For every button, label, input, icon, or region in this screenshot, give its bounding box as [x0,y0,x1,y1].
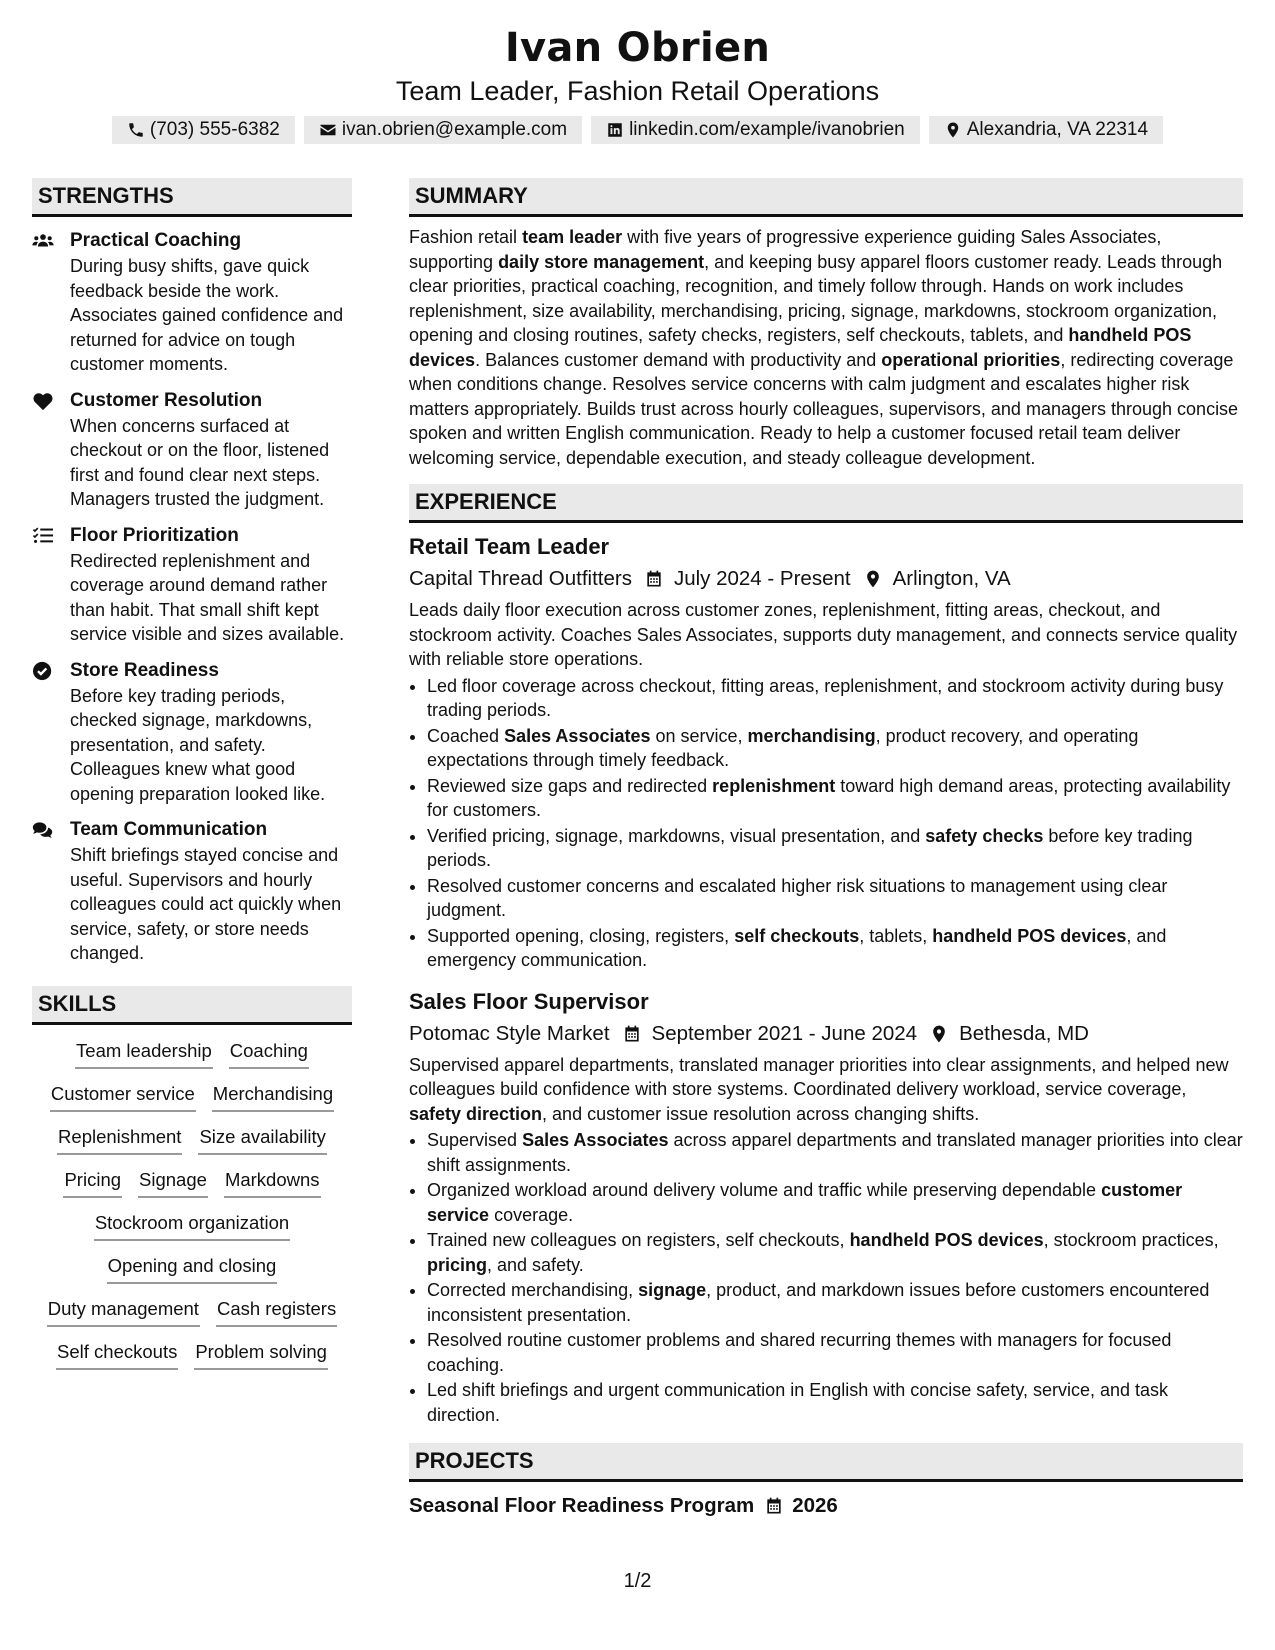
job-bullet: • Led shift briefings and urgent communication in English with concise safety, service, and task direction. [427,1378,1243,1427]
job-bullet: • Resolved routine customer problems and shared recurring themes with managers for focused coaching. [427,1328,1243,1377]
skill-row [32,1211,352,1241]
job-bullet: • Led floor coverage across checkout, fitting areas, replenishment, and stockroom activity during busy trading periods. [427,674,1243,723]
contact-linkedin[interactable] [591,116,920,144]
summary-text: Fashion retail team leader with five years of progressive experience guiding Sales Associates, supporting daily store management, and keeping busy apparel floors customer ready. Leads through clear priorities, practical coaching, recognition, and timely follow through. Hands on work includes replenishment, size availability, merchandising, pricing, signage, markdowns, stockroom organization, opening and closing routines, safety checks, registers, self checkouts, tablets, and handheld POS devices. Balances customer demand with productivity and operational priorities, redirecting coverage when conditions change. Resolves service concerns with calm judgment and escalates higher risk matters appropriately. Builds trust across hourly colleagues, supervisors, and managers through concise spoken and written English communication. Ready to help a customer focused retail team deliver welcoming service, dependable execution, and steady colleague development. [409,227,1239,468]
job-location: Arlington, VA [892,567,1011,590]
strength-title: Practical Coaching [70,230,242,251]
envelope-icon [319,121,337,139]
strength-item [32,818,352,966]
job-bullet: • Organized workload around delivery volume and traffic while preserving dependable customer service coverage. [427,1178,1243,1227]
skill-tag: Signage [138,1168,208,1198]
contact-phone[interactable] [112,116,295,144]
strength-text: Before key trading periods, checked signage, markdowns, presentation, and safety. Colleagues knew what good opening preparation looked like. [70,685,326,804]
job-meta [409,564,1243,594]
skill-row [32,1340,352,1370]
strength-title: Floor Prioritization [70,524,239,546]
summary-heading: SUMMARY [409,178,1243,217]
project-entry [409,1491,1243,1521]
experience-heading: EXPERIENCE [409,484,1243,523]
job-bullet: • Reviewed size gaps and redirected replenishment toward high demand areas, protecting availability for customers. [427,774,1243,823]
map-pin-icon [851,569,893,589]
calendar-icon [632,569,674,589]
check-circle-icon [32,661,58,681]
strength-item [32,659,352,807]
skill-tag: Self checkouts [56,1340,178,1370]
job-meta [409,1019,1243,1049]
list-check-icon [32,526,58,546]
strength-item [32,229,352,377]
strengths-heading: STRENGTHS [32,178,352,217]
contact-bar [0,116,1275,144]
calendar-icon [754,1496,792,1516]
job-entry [409,987,1243,1428]
skill-row [32,1082,352,1112]
job-description: Supervised apparel departments, translated manager priorities into clear assignments, and helped new colleagues build confidence with store systems. Coordinated delivery workload, service coverage, safety direction, and customer issue resolution across changing shifts. [409,1054,1229,1124]
strength-title: Store Readiness [70,659,219,681]
users-icon [32,231,58,251]
strength-text: Redirected replenishment and coverage around demand rather than habit. That small shift kept service visible and sizes available. [70,550,345,644]
job-dates: September 2021 - June 2024 [651,1021,918,1045]
phone-icon [127,121,145,139]
projects-heading: PROJECTS [409,1443,1243,1482]
strength-text: Shift briefings stayed concise and useful. Supervisors and hourly colleagues could act quickly when service, safety, or store needs changed. [70,845,342,963]
comments-icon [32,820,58,840]
contact-location-text: Alexandria, VA 22314 [966,119,1149,140]
job-bullet: • Trained new colleagues on registers, self checkouts, handheld POS devices, stockroom practices, pricing, and safety. [427,1228,1243,1277]
job-bullets [409,674,1243,973]
job-bullet: • Supported opening, closing, registers, self checkouts, tablets, handheld POS devices, and emergency communication. [427,924,1243,973]
skill-tag: Markdowns [224,1168,321,1198]
linkedin-icon [606,121,624,139]
page-number: 1/2 [623,1570,652,1592]
job-entry [409,532,1243,973]
skill-tag: Duty management [47,1297,200,1327]
left-column [32,178,352,1383]
skill-tag: Pricing [63,1168,122,1198]
project-title: Seasonal Floor Readiness Program [409,1494,755,1517]
strength-text: When concerns surfaced at checkout or on the floor, listened first and found clear next steps. Managers trusted the judgment. [70,415,330,509]
strength-item [32,389,352,512]
job-bullet: • Supervised Sales Associates across apparel departments and translated manager priorities into clear shift assignments. [427,1128,1243,1177]
map-pin-icon [944,121,962,139]
map-pin-icon [917,1024,959,1044]
calendar-icon [610,1024,652,1044]
heart-icon [32,391,58,411]
skill-row [32,1168,352,1198]
candidate-name: Ivan Obrien [504,25,771,71]
strength-title: Customer Resolution [70,389,263,411]
skills-heading: SKILLS [32,986,352,1025]
skill-tag: Size availability [198,1125,326,1155]
job-bullet: • Verified pricing, signage, markdowns, visual presentation, and safety checks before key trading periods. [427,824,1243,873]
skill-tag: Customer service [50,1082,196,1112]
skill-row [32,1254,352,1284]
contact-linkedin-text: linkedin.com/example/ivanobrien [629,119,905,140]
job-description: Leads daily floor execution across customer zones, replenishment, fitting areas, checkout, and stockroom activity. Coaches Sales Associates, supports duty management, and connects service quality with reliable store operations. [409,600,1238,669]
skill-tag: Stockroom organization [94,1211,290,1241]
right-column [409,178,1243,1521]
job-bullet: • Corrected merchandising, signage, product, and markdown issues before customers encountered inconsistent presentation. [427,1278,1243,1327]
contact-email[interactable] [304,116,582,144]
contact-email-text: ivan.obrien@example.com [341,119,568,140]
job-company: Capital Thread Outfitters [409,567,632,590]
job-location: Bethesda, MD [959,1021,1089,1045]
skill-tag: Team leadership [75,1039,213,1069]
contact-phone-text: (703) 555-6382 [149,119,280,140]
strength-item [32,524,352,647]
project-date: 2026 [792,1494,838,1517]
strength-text: During busy shifts, gave quick feedback beside the work. Associates gained confidence and returned for advice on tough customer moments. [70,256,344,374]
skill-tag: Replenishment [57,1125,182,1155]
skill-tag: Problem solving [194,1340,328,1370]
job-title: Retail Team Leader [409,534,610,559]
job-bullet: • Resolved customer concerns and escalated higher risk situations to management using clear judgment. [427,874,1243,923]
skill-row [32,1039,352,1069]
contact-location [929,116,1163,144]
job-bullets [409,1128,1243,1427]
skill-tag: Cash registers [216,1297,337,1327]
skills-list [32,1039,352,1370]
strength-title: Team Communication [70,819,268,840]
job-dates: July 2024 - Present [673,567,851,590]
job-title: Sales Floor Supervisor [409,988,649,1014]
skill-row [32,1125,352,1155]
skill-tag: Merchandising [212,1082,334,1112]
job-company: Potomac Style Market [409,1021,610,1045]
skill-tag: Opening and closing [107,1254,278,1284]
job-bullet: • Coached Sales Associates on service, merchandising, product recovery, and operating expectations through timely feedback. [427,724,1243,773]
skill-row [32,1297,352,1327]
resume-header [0,0,1275,144]
skill-tag: Coaching [229,1039,309,1069]
candidate-title: Team Leader, Fashion Retail Operations [395,76,880,106]
